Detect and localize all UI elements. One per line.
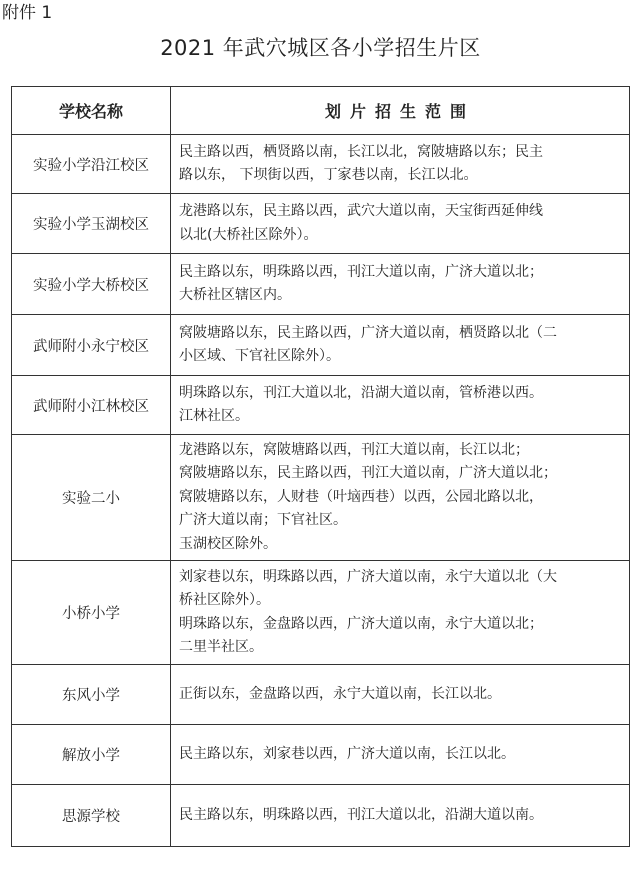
table-row xyxy=(12,665,630,725)
zone-line: 广济大道以南；下官社区。 xyxy=(179,512,347,529)
zone-line: 江林社区。 xyxy=(179,408,249,424)
zone-line: 民主路以东，刘家巷以西，广济大道以南，长江以北。 xyxy=(179,745,515,762)
school-name: 解放小学 xyxy=(12,725,171,785)
school-name: 实验二小 xyxy=(12,435,171,561)
zone-line: 以北(大桥社区除外）。 xyxy=(179,226,318,243)
zone-description xyxy=(171,665,630,725)
table-row xyxy=(12,435,630,561)
school-name: 实验小学玉湖校区 xyxy=(12,194,171,254)
table-header-row xyxy=(12,87,630,135)
zone-line: 大桥社区辖区内。 xyxy=(179,287,291,303)
zone-description xyxy=(171,435,630,561)
enrollment-zone-table xyxy=(11,86,630,847)
school-name: 实验小学大桥校区 xyxy=(12,254,171,315)
table-row xyxy=(12,376,630,435)
school-name: 小桥小学 xyxy=(12,561,171,665)
zone-line: 民主路以西，栖贤路以南，长江以北，窝陂塘路以东；民主 xyxy=(179,143,543,160)
zone-description xyxy=(171,135,630,194)
school-name: 东风小学 xyxy=(12,665,171,725)
table-row xyxy=(12,785,630,847)
attachment-label: 附件 1 xyxy=(2,3,53,23)
zone-line: 桥社区除外）。 xyxy=(179,592,270,608)
table-row xyxy=(12,315,630,376)
zone-line: 玉湖校区除外。 xyxy=(179,535,277,552)
zone-line: 明珠路以东，刊江大道以北，沿湖大道以南，管桥港以西。 xyxy=(179,384,543,401)
zone-line: 龙港路以东，窝陂塘路以西，刊江大道以南，长江以北； xyxy=(179,441,529,458)
zone-line: 窝陂塘路以东，人财巷（叶垴西巷）以西，公园北路以北， xyxy=(179,488,543,505)
school-name: 武师附小江林校区 xyxy=(12,376,171,435)
header-school-name: 学校名称 xyxy=(12,87,171,135)
zone-line: 明珠路以东，金盘路以西，广济大道以南，永宁大道以北； xyxy=(179,615,543,632)
zone-line: 路以东， 下坝街以西，丁家巷以南，长江以北。 xyxy=(179,167,478,183)
zone-description xyxy=(171,376,630,435)
school-name: 思源学校 xyxy=(12,785,171,847)
zone-description xyxy=(171,315,630,376)
zone-description xyxy=(171,194,630,254)
zone-description xyxy=(171,254,630,315)
zone-line: 龙港路以东，民主路以西，武穴大道以南，天宝街西延伸线 xyxy=(179,203,543,219)
document-title: 2021 年武穴城区各小学招生片区 xyxy=(160,36,481,60)
header-zone-range: 划片招生范围 xyxy=(171,87,630,135)
table-row xyxy=(12,194,630,254)
zone-line: 正街以东，金盘路以西，永宁大道以南，长江以北。 xyxy=(179,685,501,702)
zone-line: 窝陂塘路以东，民主路以西，广济大道以南，栖贤路以北（二 xyxy=(179,324,557,341)
table-row xyxy=(12,725,630,785)
zone-description xyxy=(171,725,630,785)
zone-description xyxy=(171,785,630,847)
zone-line: 民主路以东，明珠路以西，刊江大道以南，广济大道以北； xyxy=(179,263,543,280)
school-name: 武师附小永宁校区 xyxy=(12,315,171,376)
zone-line: 二里半社区。 xyxy=(179,639,263,655)
table-row xyxy=(12,561,630,665)
zone-line: 小区域、下官社区除外）。 xyxy=(179,348,340,364)
school-name: 实验小学沿江校区 xyxy=(12,135,171,194)
zone-line: 民主路以东，明珠路以西，刊江大道以北，沿湖大道以南。 xyxy=(179,806,543,823)
zone-line: 刘家巷以东，明珠路以西，广济大道以南，永宁大道以北（大 xyxy=(179,568,557,585)
table-row xyxy=(12,254,630,315)
zone-description xyxy=(171,561,630,665)
zone-line: 窝陂塘路以东，民主路以西，刊江大道以南，广济大道以北； xyxy=(179,465,557,482)
table-row xyxy=(12,135,630,194)
